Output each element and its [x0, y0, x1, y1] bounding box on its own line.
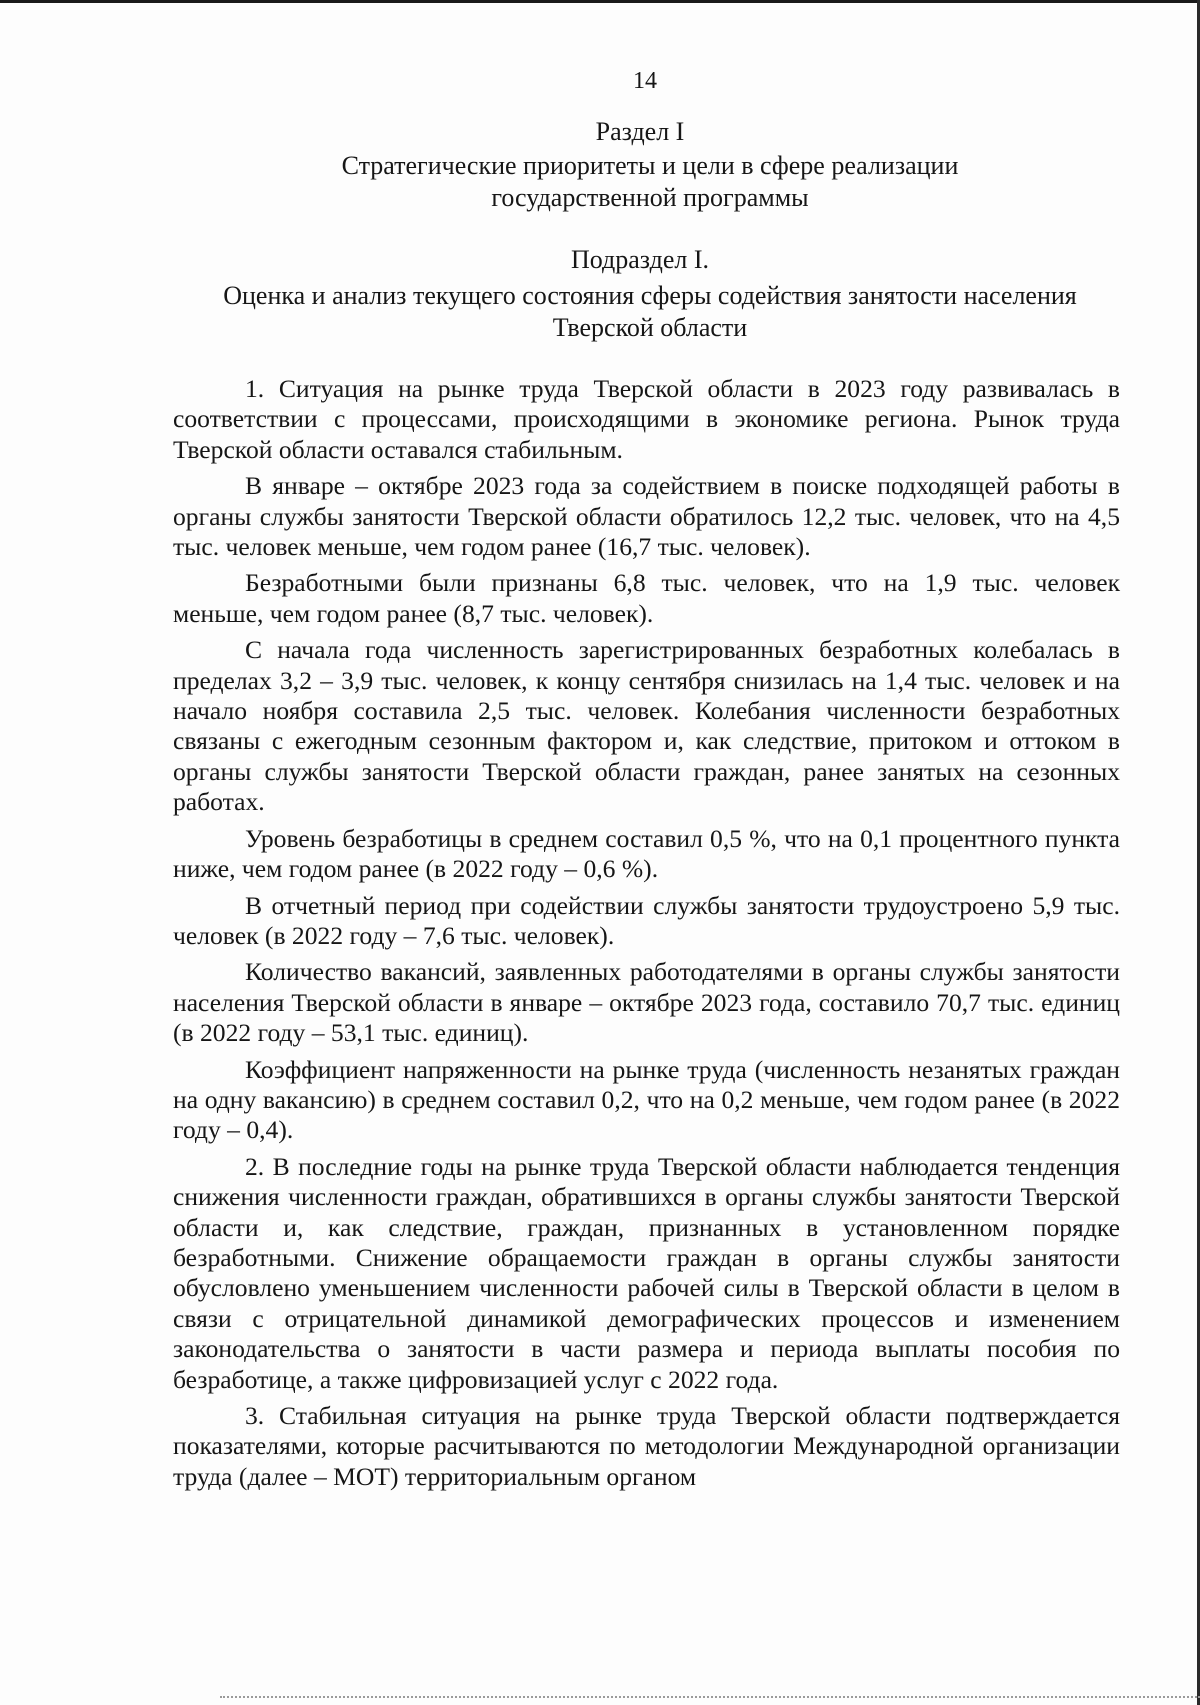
section-label: Раздел I	[595, 117, 685, 146]
paragraph: С начала года численность зарегистрированных безработных колебалась в пределах 3,2 – 3,9 тыс. человек, к концу сентября снизилась на 1,4 тыс. человек и на начало ноября составила 2,5 тыс. человек. Колебания численности безработных связаны с ежегодным сезонным фактором и, как следствие, притоком и оттоком в органы службы занятости Тверской области граждан, ранее занятых на сезонных работах.	[173, 635, 1120, 817]
section-title	[170, 150, 1130, 214]
paragraph: 1. Ситуация на рынке труда Тверской области в 2023 году развивалась в соответствии с процессами, происходящими в экономике региона. Рынок труда Тверской области оставался стабильным.	[173, 374, 1120, 464]
scan-edge-top	[0, 0, 1200, 3]
paragraph: Безработными были признаны 6,8 тыс. человек, что на 1,9 тыс. человек меньше, чем годом ранее (8,7 тыс. человек).	[173, 568, 1120, 628]
paragraph: Количество вакансий, заявленных работодателями в органы службы занятости населения Тверской области в январе – октябре 2023 года, составило 70,7 тыс. единиц (в 2022 году – 53,1 тыс. единиц).	[173, 957, 1120, 1048]
paragraph: Коэффициент напряженности на рынке труда (численность незанятых граждан на одну вакансию) в среднем составил 0,2, что на 0,2 меньше, чем годом ранее (в 2022 году – 0,4).	[173, 1054, 1120, 1145]
scan-artifact-dots	[220, 1696, 1200, 1700]
subsection-label: Подраздел I.	[571, 245, 709, 274]
section-title-line: государственной программы	[491, 183, 809, 212]
subsection-title	[160, 280, 1140, 344]
page-number: 14	[633, 68, 657, 94]
section-title-line: Стратегические приоритеты и цели в сфере реализации	[341, 151, 959, 180]
paragraph: 2. В последние годы на рынке труда Тверской области наблюдается тенденция снижения численности граждан, обратившихся в органы службы занятости Тверской области и, как следствие, граждан, признанных в установленном порядке безработными. Снижение обращаемости граждан в органы службы занятости обусловлено уменьшением численности рабочей силы в Тверской области в целом в связи с отрицательной динамикой демографических процессов и изменением законодательства о занятости в части размера и периода выплаты пособия по безработице, а также цифровизацией услуг с 2022 года.	[173, 1151, 1120, 1394]
paragraph: Уровень безработицы в среднем составил 0,5 %, что на 0,1 процентного пункта ниже, чем годом ранее (в 2022 году – 0,6 %).	[173, 823, 1120, 884]
body-text	[173, 374, 1120, 1498]
subsection-title-line: Оценка и анализ текущего состояния сферы содействия занятости населения	[223, 281, 1077, 310]
paragraph: В отчетный период при содействии службы занятости трудоустроено 5,9 тыс. человек (в 2022 году – 7,6 тыс. человек).	[173, 890, 1120, 950]
paragraph: В январе – октябре 2023 года за содействием в поиске подходящей работы в органы службы занятости Тверской области обратилось 12,2 тыс. человек, что на 4,5 тыс. человек меньше, чем годом ранее (16,7 тыс. человек).	[173, 471, 1120, 562]
subsection-title-line: Тверской области	[552, 313, 748, 342]
paragraph: 3. Стабильная ситуация на рынке труда Тверской области подтверждается показателями, которые расчитываются по методологии Международной организации труда (далее – МОТ) территориальным органом	[173, 1401, 1120, 1491]
